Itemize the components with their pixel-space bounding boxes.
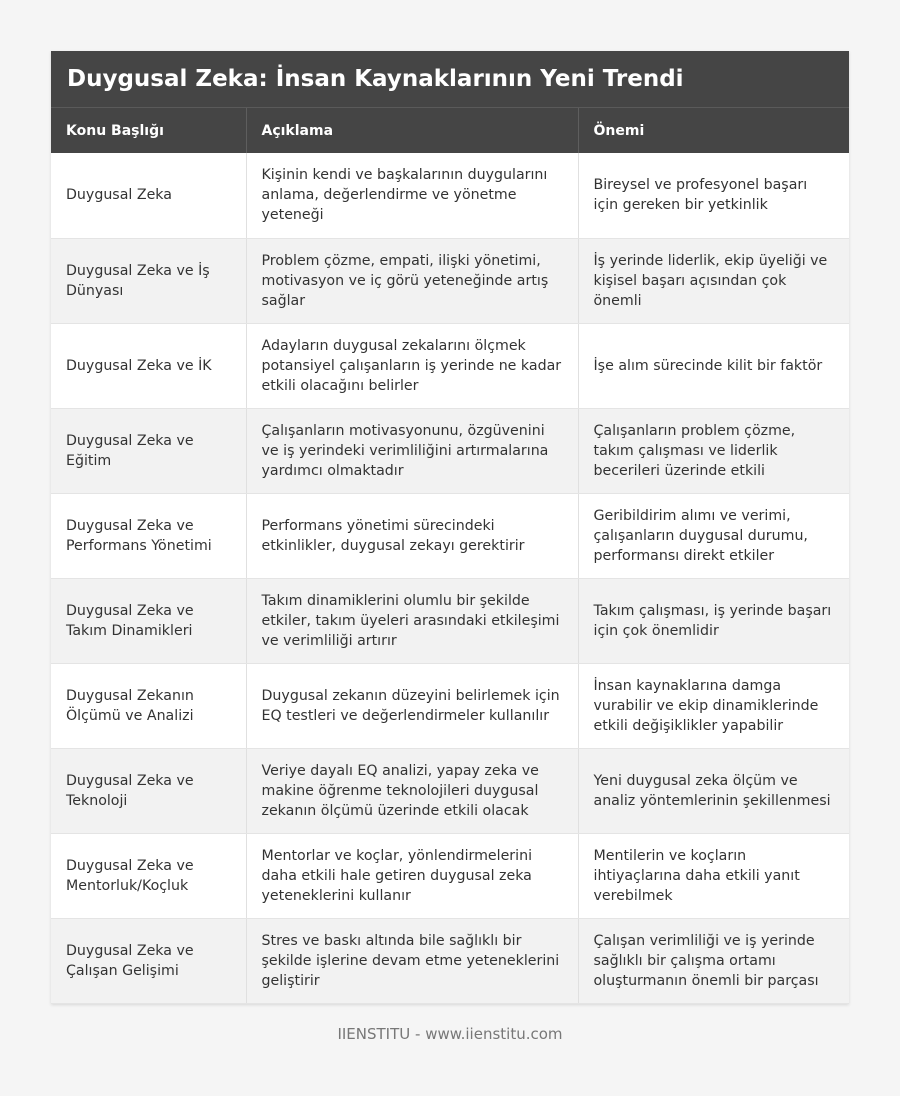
cell-description: Veriye dayalı EQ analizi, yapay zeka ve makine öğrenme teknolojileri duygusal zekanın ölçümü üzerinde etkili olacak xyxy=(246,748,578,833)
cell-importance: Bireysel ve profesyonel başarı için gereken bir yetkinlik xyxy=(578,153,849,238)
table-row xyxy=(51,663,849,748)
table-row xyxy=(51,408,849,493)
cell-topic: Duygusal Zeka ve Performans Yönetimi xyxy=(51,493,246,578)
cell-topic: Duygusal Zeka ve Takım Dinamikleri xyxy=(51,578,246,663)
table-row xyxy=(51,493,849,578)
cell-importance: Çalışanların problem çözme, takım çalışması ve liderlik becerileri üzerinde etkili xyxy=(578,408,849,493)
cell-topic: Duygusal Zeka ve Mentorluk/Koçluk xyxy=(51,833,246,918)
cell-description: Çalışanların motivasyonunu, özgüvenini ve iş yerindeki verimliliğini artırmalarına yardımcı olmaktadır xyxy=(246,408,578,493)
cell-importance: Geribildirim alımı ve verimi, çalışanların duygusal durumu, performansı direkt etkiler xyxy=(578,493,849,578)
column-header-importance: Önemi xyxy=(578,108,849,153)
column-header-description: Açıklama xyxy=(246,108,578,153)
cell-description: Kişinin kendi ve başkalarının duygularını anlama, değerlendirme ve yönetme yeteneği xyxy=(246,153,578,238)
cell-importance: İnsan kaynaklarına damga vurabilir ve ekip dinamiklerinde etkili değişiklikler yapabilir xyxy=(578,663,849,748)
cell-importance: Takım çalışması, iş yerinde başarı için çok önemlidir xyxy=(578,578,849,663)
table-row xyxy=(51,323,849,408)
cell-topic: Duygusal Zekanın Ölçümü ve Analizi xyxy=(51,663,246,748)
cell-topic: Duygusal Zeka ve Teknoloji xyxy=(51,748,246,833)
page-title: Duygusal Zeka: İnsan Kaynaklarının Yeni Trendi xyxy=(51,51,849,108)
column-header-topic: Konu Başlığı xyxy=(51,108,246,153)
data-table xyxy=(51,108,849,1004)
cell-topic: Duygusal Zeka xyxy=(51,153,246,238)
table-row xyxy=(51,578,849,663)
cell-topic: Duygusal Zeka ve İş Dünyası xyxy=(51,238,246,323)
cell-description: Performans yönetimi sürecindeki etkinlikler, duygusal zekayı gerektirir xyxy=(246,493,578,578)
cell-description: Stres ve baskı altında bile sağlıklı bir şekilde işlerine devam etme yeteneklerini geliştirir xyxy=(246,918,578,1003)
cell-importance: Çalışan verimliliği ve iş yerinde sağlıklı bir çalışma ortamı oluşturmanın önemli bir parçası xyxy=(578,918,849,1003)
table-row xyxy=(51,238,849,323)
table-row xyxy=(51,833,849,918)
cell-importance: Mentilerin ve koçların ihtiyaçlarına daha etkili yanıt verebilmek xyxy=(578,833,849,918)
cell-description: Takım dinamiklerini olumlu bir şekilde etkiler, takım üyeleri arasındaki etkileşimi ve verimliliği artırır xyxy=(246,578,578,663)
table-row xyxy=(51,748,849,833)
footer-credit: IIENSTITU - www.iienstitu.com xyxy=(337,1025,563,1043)
cell-topic: Duygusal Zeka ve İK xyxy=(51,323,246,408)
cell-importance: İş yerinde liderlik, ekip üyeliği ve kişisel başarı açısından çok önemli xyxy=(578,238,849,323)
table-row xyxy=(51,153,849,238)
cell-topic: Duygusal Zeka ve Çalışan Gelişimi xyxy=(51,918,246,1003)
cell-description: Problem çözme, empati, ilişki yönetimi, motivasyon ve iç görü yeteneğinde artış sağlar xyxy=(246,238,578,323)
cell-description: Mentorlar ve koçlar, yönlendirmelerini daha etkili hale getiren duygusal zeka yeteneklerini kullanır xyxy=(246,833,578,918)
cell-description: Duygusal zekanın düzeyini belirlemek için EQ testleri ve değerlendirmeler kullanılır xyxy=(246,663,578,748)
cell-topic: Duygusal Zeka ve Eğitim xyxy=(51,408,246,493)
table-card xyxy=(51,51,849,1004)
table-row xyxy=(51,918,849,1003)
cell-importance: İşe alım sürecinde kilit bir faktör xyxy=(578,323,849,408)
cell-importance: Yeni duygusal zeka ölçüm ve analiz yöntemlerinin şekillenmesi xyxy=(578,748,849,833)
cell-description: Adayların duygusal zekalarını ölçmek potansiyel çalışanların iş yerinde ne kadar etkili olacağını belirler xyxy=(246,323,578,408)
header-row xyxy=(51,108,849,153)
